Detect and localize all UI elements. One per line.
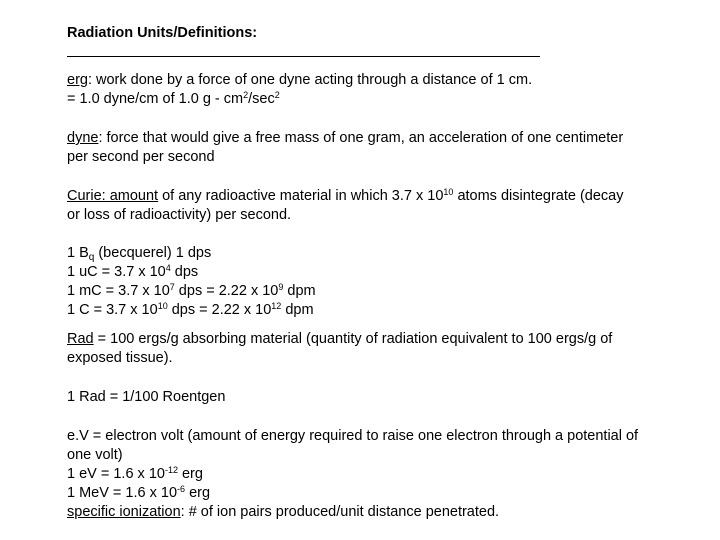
specific-ionization-term: specific ionization bbox=[67, 504, 181, 520]
ev-text: 1 eV = 1.6 x 10 bbox=[67, 466, 165, 482]
rad-def-line2: exposed tissue). bbox=[67, 350, 173, 366]
rad-roentgen: 1 Rad = 1/100 Roentgen bbox=[67, 389, 226, 405]
unit-curie bbox=[67, 301, 314, 321]
unit-text: dps = 2.22 x 10 bbox=[167, 302, 272, 318]
mev-conversion bbox=[67, 484, 210, 504]
unit-text: dpm bbox=[281, 302, 314, 318]
curie-definition bbox=[67, 187, 623, 207]
rad-definition bbox=[67, 330, 612, 349]
erg-eq-exponent-1: 2 bbox=[243, 90, 249, 100]
ev-text: erg bbox=[177, 466, 203, 482]
dyne-def-line2: per second per second bbox=[67, 149, 215, 165]
unit-microcurie bbox=[67, 263, 198, 283]
unit-exponent: 10 bbox=[157, 301, 168, 311]
unit-exponent: 9 bbox=[278, 282, 284, 292]
mev-exponent: -6 bbox=[177, 484, 186, 494]
ev-definition-line2: one volt) bbox=[67, 447, 123, 463]
unit-text: 1 mC = 3.7 x 10 bbox=[67, 283, 170, 299]
ev-exponent: -12 bbox=[164, 465, 178, 475]
unit-text: (becquerel) 1 dps bbox=[94, 245, 212, 261]
ev-conversion bbox=[67, 465, 203, 485]
unit-exponent: 12 bbox=[271, 301, 282, 311]
unit-exponent: 4 bbox=[165, 263, 171, 273]
dyne-definition bbox=[67, 129, 623, 148]
specific-ionization-def: : # of ion pairs produced/unit distance penetrated. bbox=[180, 504, 500, 520]
unit-millicurie bbox=[67, 282, 316, 302]
erg-def-text: : work done by a force of one dyne acting through a distance of 1 cm. bbox=[87, 72, 533, 88]
erg-term: erg bbox=[67, 72, 88, 88]
curie-term: Curie: amount bbox=[67, 188, 159, 204]
dyne-term: dyne bbox=[67, 130, 99, 146]
specific-ionization-definition bbox=[67, 503, 499, 522]
erg-eq-text-b: /sec bbox=[248, 91, 275, 107]
erg-eq-exponent-2: 2 bbox=[274, 90, 280, 100]
unit-text: dpm bbox=[283, 283, 316, 299]
mev-text: 1 MeV = 1.6 x 10 bbox=[67, 485, 178, 501]
unit-becquerel bbox=[67, 244, 211, 264]
title-underline-rule bbox=[67, 56, 540, 57]
unit-text: 1 uC = 3.7 x 10 bbox=[67, 264, 166, 280]
unit-text: dps = 2.22 x 10 bbox=[174, 283, 279, 299]
ev-definition-line1: e.V = electron volt (amount of energy required to raise one electron through a potential of bbox=[67, 428, 639, 444]
erg-equation bbox=[67, 90, 280, 110]
unit-text: 1 C = 3.7 x 10 bbox=[67, 302, 158, 318]
rad-term: Rad bbox=[67, 331, 94, 347]
curie-def-line2: or loss of radioactivity) per second. bbox=[67, 207, 292, 223]
erg-definition bbox=[67, 71, 532, 90]
erg-eq-text-a: = 1.0 dyne/cm of 1.0 g - cm bbox=[67, 91, 244, 107]
page-title: Radiation Units/Definitions: bbox=[67, 25, 258, 41]
unit-text: dps bbox=[170, 264, 199, 280]
unit-text: 1 B bbox=[67, 245, 89, 261]
dyne-def-line1: : force that would give a free mass of one gram, an acceleration of one centimeter bbox=[98, 130, 624, 146]
unit-subscript: q bbox=[88, 252, 95, 263]
unit-exponent: 7 bbox=[169, 282, 175, 292]
rad-def-line1: = 100 ergs/g absorbing material (quantity of radiation equivalent to 100 ergs/g of bbox=[93, 331, 613, 347]
curie-text-a: of any radioactive material in which 3.7 x 10 bbox=[158, 188, 444, 204]
curie-exponent: 10 bbox=[443, 187, 454, 197]
curie-text-b: atoms disintegrate (decay bbox=[453, 188, 624, 204]
mev-text: erg bbox=[185, 485, 211, 501]
